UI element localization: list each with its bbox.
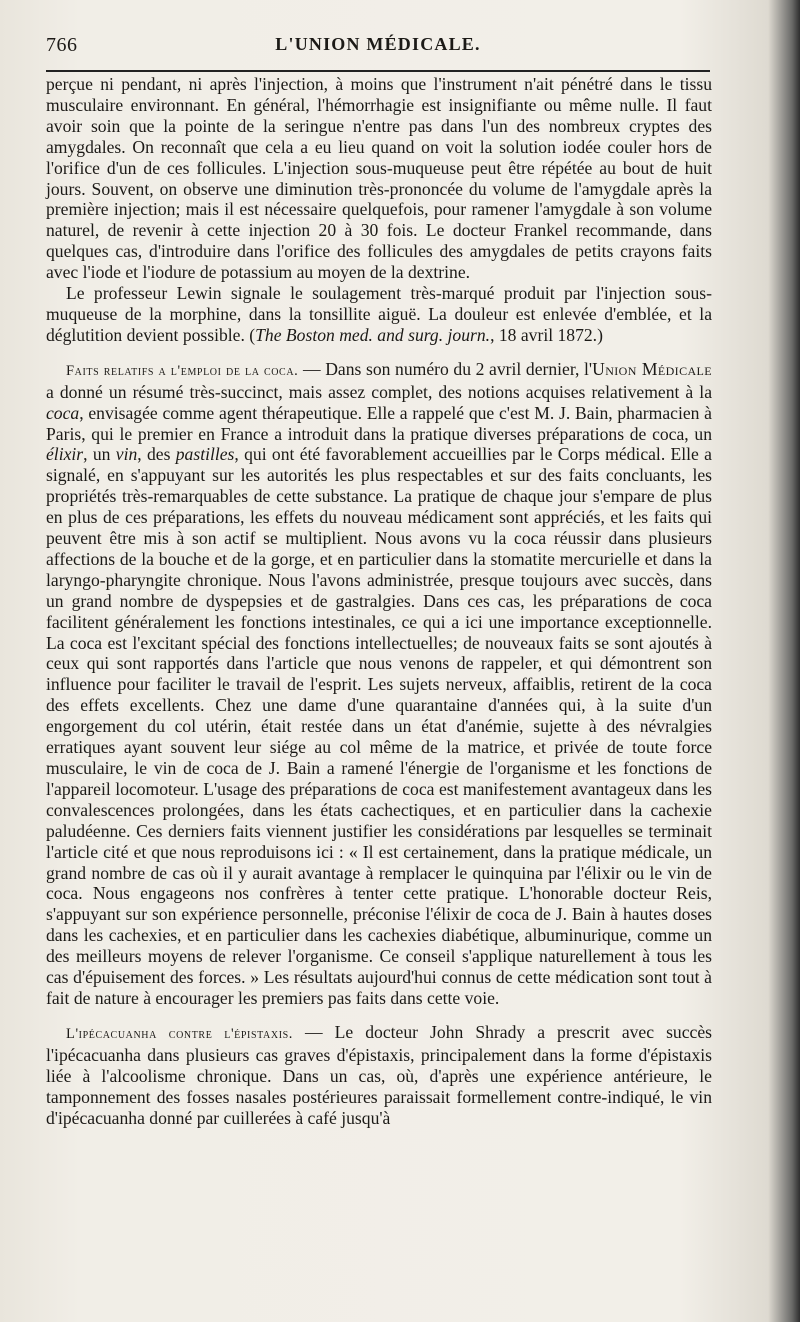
section-ipecacuanha: L'ipécacuanha contre l'épistaxis. — Le docteur John Shrady a prescrit avec succès l'ipécacuanha dans plusieurs cas graves d'épistaxis, principalement dans la forme d'épistaxis liée à l'alcoolisme chronique. Dans un cas, où, d'après une expérience antérieure, le tamponnement des fosses nasales postérieures paraissait formellement contre-indiqué, le vin d'ipécacuanha donné par cuillerées à café jusqu'à xyxy=(46,1021,712,1128)
journal-name: Union Médicale xyxy=(592,358,712,379)
section-coca: Faits relatifs a l'emploi de la coca. — Dans son numéro du 2 avril dernier, l'Union Médicale a donné un résumé très-succinct, mais assez complet, des notions acquises relativement à la coca, envisagée comme agent thérapeutique. Elle a rappelé que c'est M. J. Bain, pharmacien à Paris, qui le premier en France a introduit dans la pratique diverses préparations de coca, un élixir, un vin, des pastilles, qui ont été favorablement accueillies par le Corps médical. Elle a signalé, en s'appuyant sur les autorités les plus respectables et sur des faits concluants, les propriétés très-remarquables de cette substance. La pratique de chaque jour s'empare de plus en plus de ces préparations, les effets du nouveau médicament sont appréciés, et les faits qui peuvent être mis à son actif se multiplient. Nous avons vu la coca réussir dans plusieurs affections de la bouche et de la gorge, et en particulier dans la stomatite mercurielle et dans la laryngo-pharyngite chronique. Nous l'avons administrée, presque toujours avec succès, dans un grand nombre de dyspepsies et de gastralgies. Dans ces cas, les préparations de coca facilitent généralement les fonctions intestinales, ce qui a ici une importance exceptionnelle. La coca est l'excitant spécial des fonctions intellectuelles; de nouveaux faits se sont ajoutés à ceux qui sont rapportés dans l'article que nous venons de rappeler, et qui démontrent son influence pour faciliter le travail de l'esprit. Les sujets nerveux, affaiblis, retirent de la coca des effets excellents. Chez une dame d'une quarantaine d'années qui, à la suite d'un engorgement du col utérin, était restée dans un état d'anémie, sujette à des névralgies erratiques ayant souvent leur siége au col même de la matrice, et privée de toute force musculaire, le vin de coca de J. Bain a ramené l'énergie de l'organisme et les fonctions de l'appareil locomoteur. L'usage des préparations de coca est manifestement avantageux dans les convalescences prolongées, dans les états cachectiques, et en particulier dans la cachexie paludéenne. Ces derniers faits viennent justifier les considérations par lesquelles se terminait l'article cité et que nous reproduisons ici : « Il est certainement, dans la pratique médicale, un grand nombre de cas où il y aurait avantage à remplacer le quinquina par l'élixir ou le vin de coca. Nous engageons nos confrères à tenter cette pratique. L'honorable docteur Reis, s'appuyant sur son expérience personnelle, préconise l'élixir de coca de J. Bain à hautes doses dans les cachexies, et en particulier dans les cachexies diabétique, albuminurique, comme un des meilleurs moyens de relever l'organisme. Ce conseil s'applique naturellement à tous les cas d'épuisement des forces. » Les résultats aujourd'hui connus de cette médication sont tout à fait de nature à encourager les premiers pas faits dans cette voie. xyxy=(46,358,712,1008)
paragraph-continuation: perçue ni pendant, ni après l'injection, à moins que l'instrument n'ait pénétré dans le tissu musculaire environnant. En général, l'hémorrhagie est insignifiante ou même nulle. Il faut avoir soin que la pointe de la seringue n'entre pas dans l'un des nombreux cryptes des amygdales. On reconnaît que cela a eu lieu quand on voit la solution iodée couler hors de l'orifice d'un de ces follicules. L'injection sous-muqueuse peut être répétée au bout de huit jours. Souvent, on observe une diminution très-prononcée du volume de l'amygdale après la première injection; mais il est nécessaire quelquefois, pour ramener l'amygdale à son volume naturel, de revenir à cette injection 20 à 30 fois. Le docteur Frankel recommande, dans quelques cas, d'introduire dans l'orifice des follicules des amygdales de petits crayons faits avec l'iode et l'iodure de potassium au moyen de la dextrine. xyxy=(46,74,712,283)
paragraph-lewin: Le professeur Lewin signale le soulagement très-marqué produit par l'injection sous-muqueuse de la morphine, dans la tonsillite aiguë. La douleur est enlevée d'emblée, et la déglutition devient possible. (The Boston med. and surg. journ., 18 avril 1872.) xyxy=(46,283,712,345)
page-header xyxy=(46,34,710,58)
section-heading-ipecacuanha: L'ipécacuanha contre l'épistaxis. xyxy=(66,1025,294,1042)
citation-journal: The Boston med. and surg. journ. xyxy=(255,324,491,345)
page-number: 766 xyxy=(46,34,78,56)
section-heading-coca: Faits relatifs a l'emploi de la coca. xyxy=(66,362,299,379)
header-rule xyxy=(46,70,710,72)
running-title: L'UNION MÉDICALE. xyxy=(275,34,481,54)
article-body xyxy=(46,74,712,1128)
